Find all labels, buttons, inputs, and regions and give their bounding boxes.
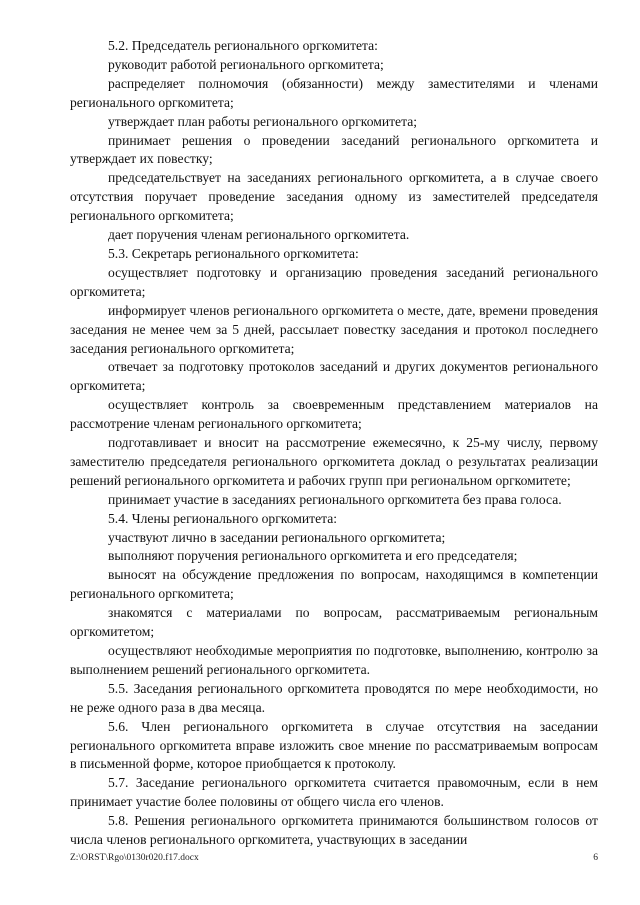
paragraph: 5.5. Заседания регионального оргкомитета проводятся по мере необходимости, но не реже одного раза в два месяца.: [70, 680, 598, 715]
paragraph: утверждает план работы регионального оргкомитета;: [108, 113, 418, 129]
paragraph: участвуют лично в заседании регионального оргкомитета;: [108, 529, 446, 545]
paragraph: принимает участие в заседаниях регионального оргкомитета без права голоса.: [108, 491, 562, 507]
paragraph: осуществляет подготовку и организацию проведения заседаний регионального оргкомитета;: [70, 264, 598, 299]
file-path: Z:\ORST\Rgo\0130r020.f17.docx: [70, 853, 199, 863]
paragraph: выполняют поручения регионального оргкомитета и его председателя;: [108, 548, 518, 564]
paragraph: дает поручения членам регионального оргкомитета.: [108, 227, 410, 243]
paragraph: 5.7. Заседание регионального оргкомитета считается правомочным, если в нем принимает участие более половины от общего числа его членов.: [70, 775, 598, 810]
paragraph: осуществляют необходимые мероприятия по подготовке, выполнению, контролю за выполнением решений регионального оргкомитета.: [70, 643, 598, 677]
paragraph: 5.2. Председатель регионального оргкомитета:: [108, 38, 378, 53]
page-number: 6: [593, 853, 598, 863]
paragraph: 5.6. Член регионального оргкомитета в случае отсутствия на заседании регионального оргкомитета вправе изложить свое мнение по рассматриваемым вопросам в письменной форме, которое приобщается к протоколу.: [70, 718, 598, 772]
document-body: [70, 37, 598, 850]
paragraph: 5.8. Решения регионального оргкомитета принимаются большинством голосов от числа членов регионального оргкомитета, участвующих в заседании: [70, 813, 598, 848]
paragraph: выносят на обсуждение предложения по вопросам, находящимся в компетенции регионального оргкомитета;: [70, 567, 598, 602]
paragraph: информирует членов регионального оргкомитета о месте, дате, времени проведения заседания не менее чем за 5 дней, рассылает повестку заседания и протокол последнего заседания регионального оргкомитета;: [70, 302, 598, 356]
paragraph: отвечает за подготовку протоколов заседаний и других документов регионального оргкомитета;: [70, 359, 598, 394]
paragraph: 5.4. Члены регионального оргкомитета:: [108, 510, 338, 526]
paragraph: распределяет полномочия (обязанности) между заместителями и членами регионального оргкомитета;: [70, 75, 598, 110]
paragraph: подготавливает и вносит на рассмотрение ежемесячно, к 25-му числу, первому заместителю председателя регионального оргкомитета доклад о результатах реализации решений регионального оргкомитета и рабочих групп при региональном оргкомитете;: [70, 435, 598, 488]
paragraph: руководит работой регионального оргкомитета;: [108, 56, 384, 72]
paragraph: принимает решения о проведении заседаний регионального оргкомитета и утверждает их повестку;: [70, 132, 598, 167]
paragraph: председательствует на заседаниях регионального оргкомитета, а в случае своего отсутствия поручает проведение заседания одному из заместителей председателя регионального оргкомитета;: [70, 170, 598, 224]
paragraph: 5.3. Секретарь регионального оргкомитета:: [108, 245, 359, 261]
paragraph: знакомятся с материалами по вопросам, рассматриваемым региональным оргкомитетом;: [70, 605, 598, 640]
paragraph: осуществляет контроль за своевременным представлением материалов на рассмотрение членам регионального оргкомитета;: [70, 397, 598, 432]
